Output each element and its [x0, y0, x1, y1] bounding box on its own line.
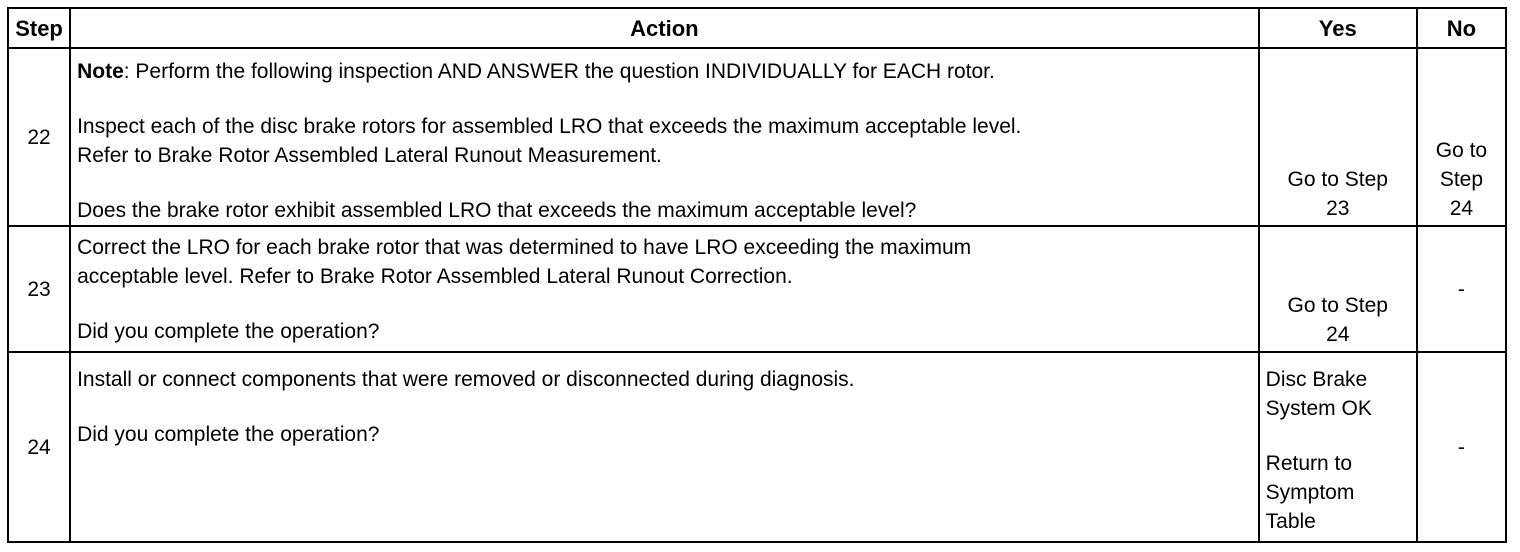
yes-link-text[interactable]: Return to — [1265, 452, 1353, 475]
no-link-text[interactable]: Step — [1439, 168, 1484, 191]
question-text: Did you complete the operation? — [77, 320, 380, 343]
yes-link-text[interactable]: 23 — [1326, 197, 1350, 220]
header-yes: Yes — [1259, 8, 1417, 48]
yes-cell — [1259, 226, 1417, 352]
header-step: Step — [8, 8, 70, 48]
question-text: Did you complete the operation? — [77, 423, 380, 446]
step-number: 22 — [8, 48, 70, 226]
action-cell — [70, 48, 1259, 226]
no-cell: - — [1417, 226, 1506, 352]
no-cell: - — [1417, 352, 1506, 542]
action-line: Refer to Brake Rotor Assembled Lateral Runout Measurement. — [77, 144, 662, 167]
action-cell — [70, 226, 1259, 352]
table-row — [8, 226, 1506, 352]
header-row — [8, 8, 1506, 48]
question-text: Does the brake rotor exhibit assembled LRO that exceeds the maximum acceptable level? — [77, 199, 917, 222]
action-cell — [70, 352, 1259, 542]
yes-link-text[interactable]: Go to Step — [1287, 168, 1388, 191]
table-row — [8, 352, 1506, 542]
action-line: Install or connect components that were removed or disconnected during diagnosis. — [77, 368, 855, 391]
yes-link-text[interactable]: 24 — [1326, 323, 1350, 346]
note-text: : Perform the following inspection AND ANSWER the question INDIVIDUALLY for EACH rotor. — [123, 60, 995, 83]
yes-link-text[interactable]: Go to Step — [1287, 294, 1388, 317]
yes-link-text[interactable]: Symptom — [1265, 481, 1355, 504]
yes-result-text: Disc Brake — [1265, 368, 1368, 391]
action-line: Correct the LRO for each brake rotor that was determined to have LRO exceeding the maximum — [77, 236, 972, 259]
action-line: acceptable level. Refer to Brake Rotor Assembled Lateral Runout Correction. — [77, 265, 793, 288]
yes-link-text[interactable]: Table — [1265, 510, 1316, 533]
step-number: 23 — [8, 226, 70, 352]
note-line — [77, 49, 1252, 86]
procedure-table — [7, 7, 1507, 543]
no-link-text[interactable]: Go to — [1435, 139, 1488, 162]
no-link-text[interactable]: 24 — [1449, 197, 1474, 220]
yes-cell — [1259, 352, 1417, 542]
header-action: Action — [70, 8, 1259, 48]
step-number: 24 — [8, 352, 70, 542]
note-label: Note — [77, 60, 124, 83]
yes-result-text: System OK — [1265, 397, 1372, 420]
header-no: No — [1417, 8, 1506, 48]
table-row — [8, 48, 1506, 226]
action-line: Inspect each of the disc brake rotors for assembled LRO that exceeds the maximum acceptable level. — [77, 115, 1022, 138]
yes-cell — [1259, 48, 1417, 226]
no-cell — [1417, 48, 1506, 226]
